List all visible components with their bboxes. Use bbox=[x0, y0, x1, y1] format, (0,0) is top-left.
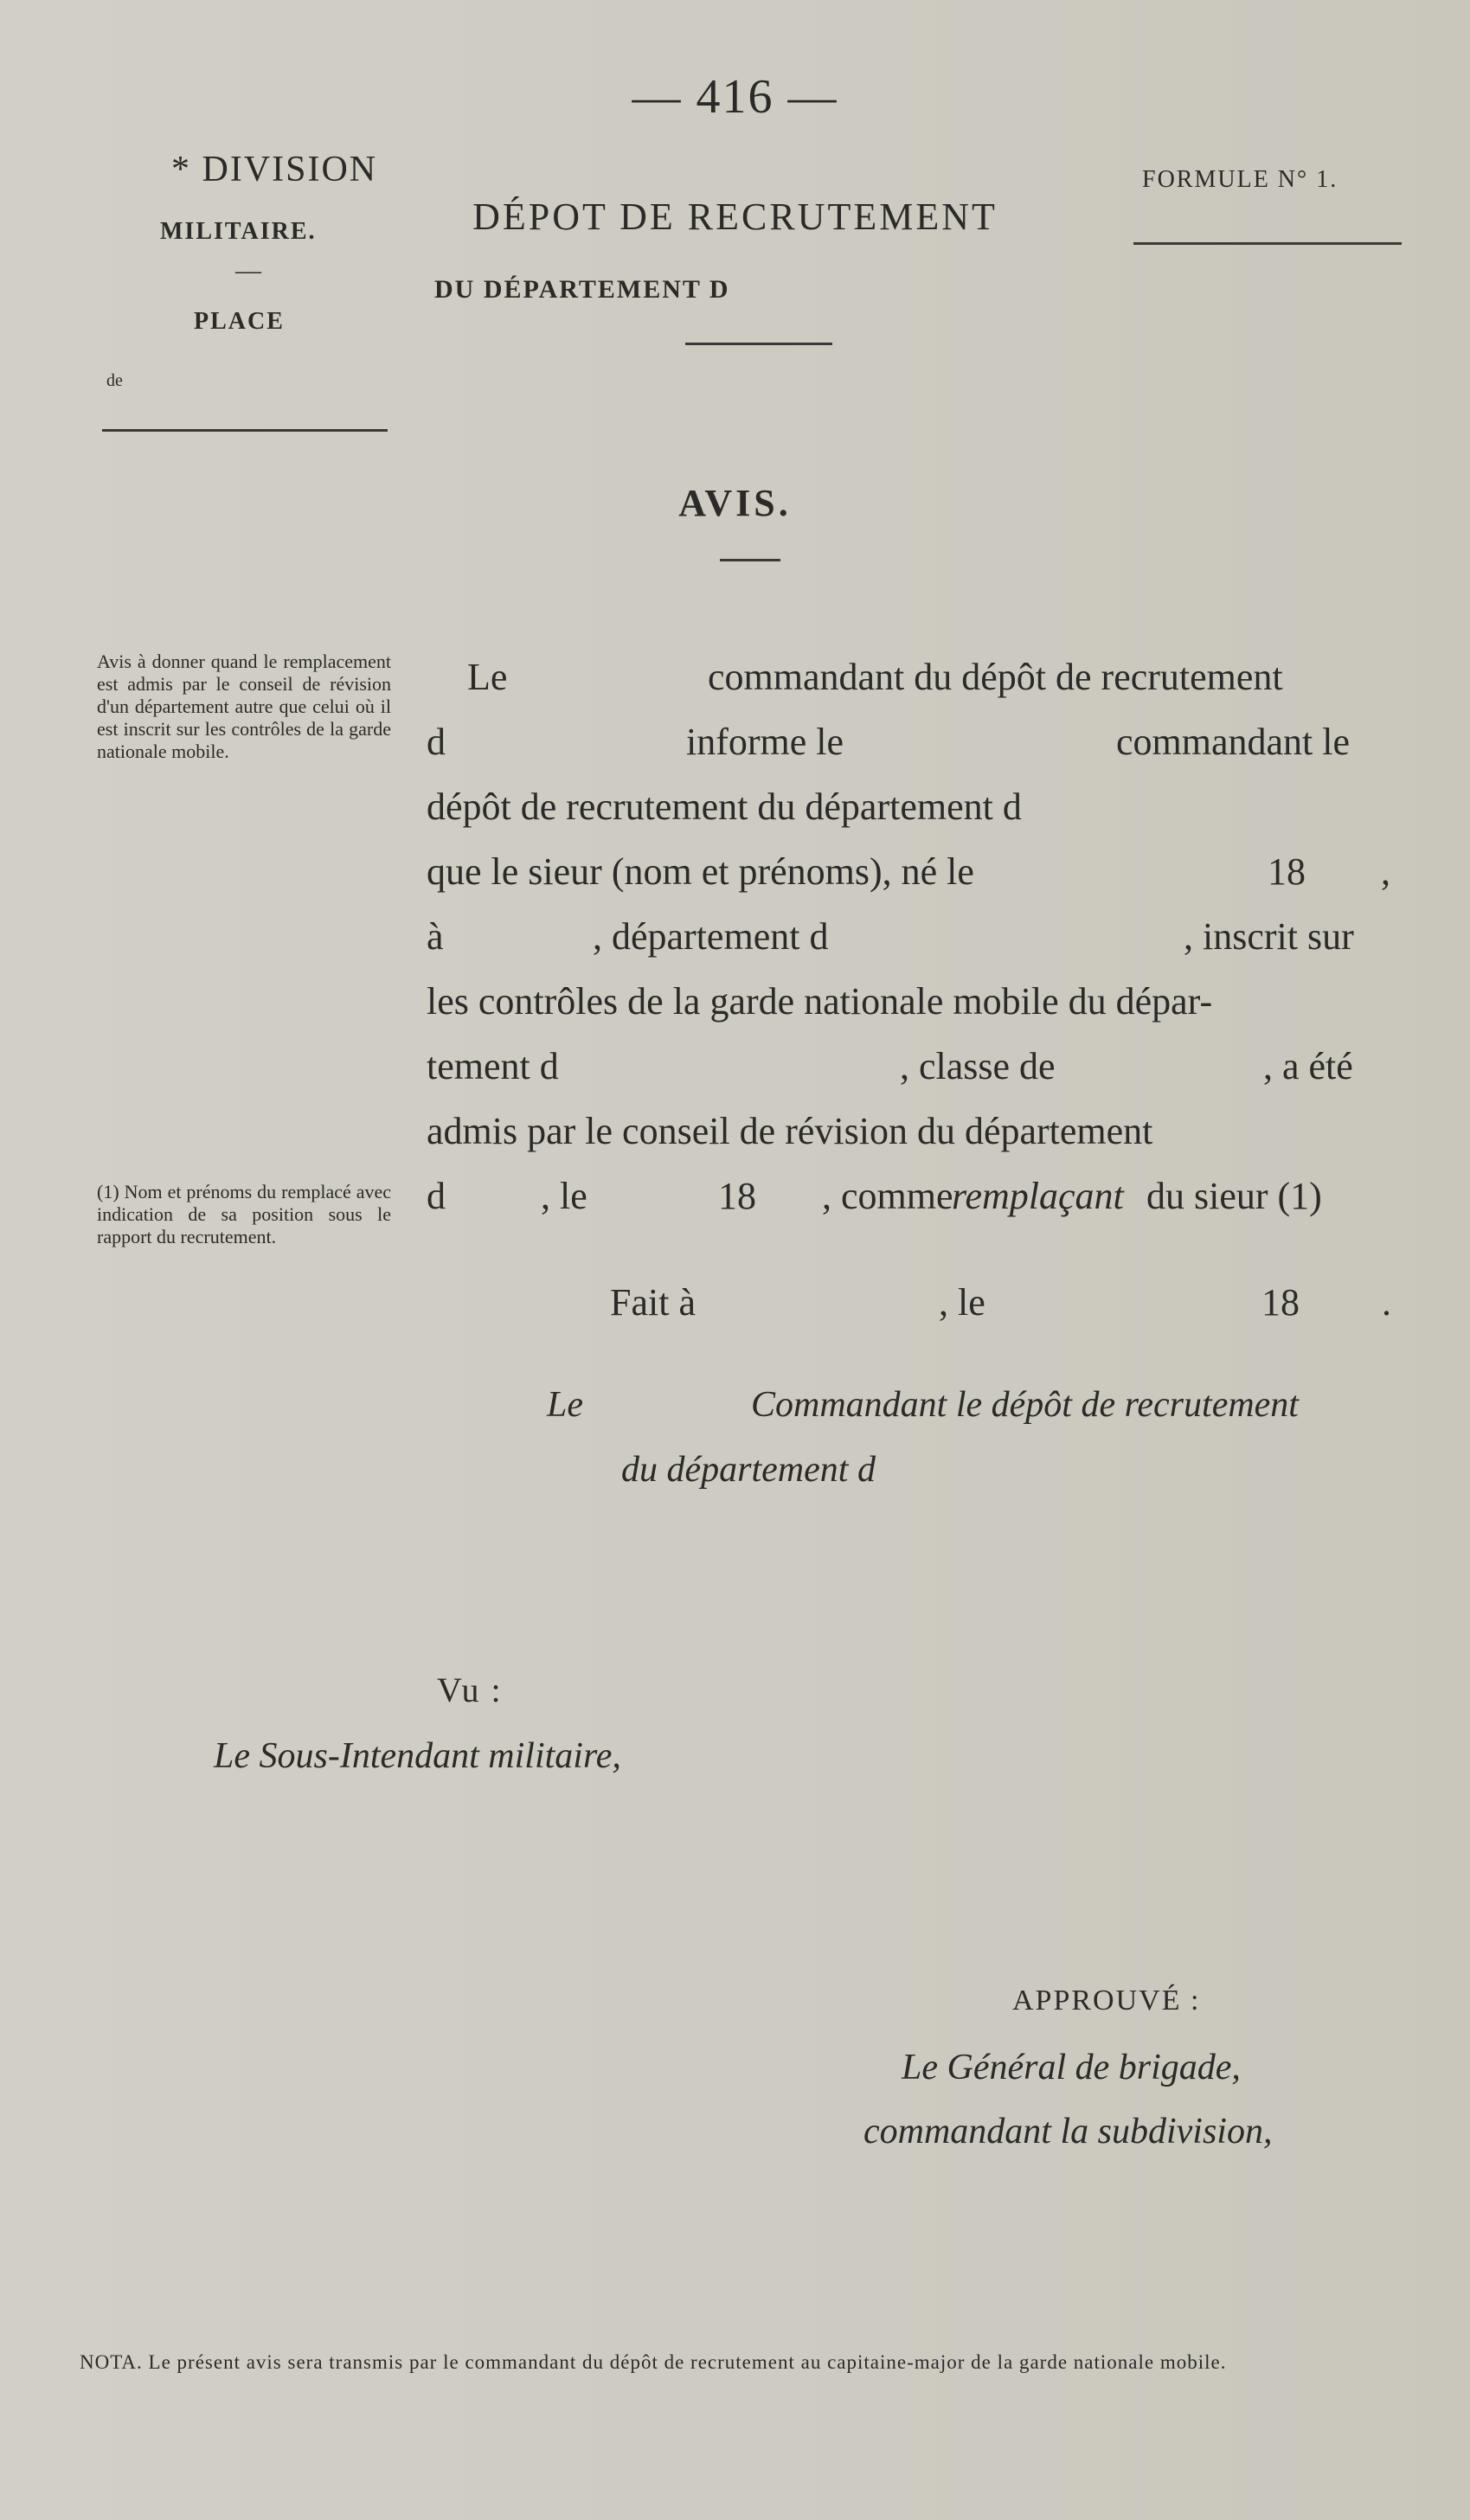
de-label: de bbox=[106, 371, 123, 390]
body-line-9a: d bbox=[427, 1175, 446, 1217]
fait-a-label: Fait à bbox=[610, 1281, 696, 1324]
signature-commandant: Commandant le dépôt de recrutement bbox=[751, 1385, 1299, 1425]
place-label: PLACE bbox=[194, 308, 285, 335]
militaire-label: MILITAIRE. bbox=[160, 218, 317, 245]
fait-le-label: , le bbox=[939, 1281, 985, 1324]
body-line-3: dépôt de recrutement du département d bbox=[427, 785, 1022, 828]
general-label: Le Général de brigade, bbox=[902, 2048, 1241, 2087]
header-dash: — bbox=[235, 256, 261, 285]
body-line-9b: , le bbox=[541, 1175, 587, 1217]
body-line-2b: informe le bbox=[686, 721, 844, 763]
body-line-4b: 18 bbox=[1268, 850, 1306, 893]
body-line-9e: remplaçant bbox=[952, 1175, 1124, 1217]
avis-heading: AVIS. bbox=[678, 482, 792, 524]
formule-label: FORMULE N° 1. bbox=[1142, 166, 1338, 193]
fait-18-label: 18 bbox=[1261, 1281, 1300, 1324]
body-line-6: les contrôles de la garde nationale mobile du dépar- bbox=[427, 980, 1213, 1023]
body-line-9d: , comme bbox=[822, 1175, 953, 1217]
formule-rule bbox=[1133, 242, 1402, 245]
body-line-4c: , bbox=[1381, 850, 1390, 893]
body-line-9c: 18 bbox=[718, 1175, 756, 1217]
margin-note-1: Avis à donner quand le remplacement est admis par le conseil de révision d'un département autre que celui où il est inscrit sur les contrôles de la garde nationale mobile. bbox=[97, 651, 391, 762]
nota-footnote: NOTA. Le présent avis sera transmis par le commandant du dépôt de recrutement au capitaine-major de la garde nationale mobile. bbox=[80, 2351, 1227, 2373]
commandant-subdivision-label: commandant la subdivision, bbox=[863, 2112, 1273, 2151]
signature-le: Le bbox=[547, 1385, 583, 1425]
document-subtitle: DU DÉPARTEMENT D bbox=[434, 275, 730, 304]
body-line-5c: , inscrit sur bbox=[1184, 915, 1354, 958]
body-line-9f: du sieur (1) bbox=[1146, 1175, 1322, 1217]
body-line-7a: tement d bbox=[427, 1045, 559, 1087]
division-label: * DIVISION bbox=[171, 150, 378, 189]
left-header-rule bbox=[102, 429, 388, 432]
body-line-1b: commandant du dépôt de recrutement bbox=[708, 656, 1283, 698]
body-line-8: admis par le conseil de révision du département bbox=[427, 1110, 1153, 1152]
body-line-4a: que le sieur (nom et prénoms), né le bbox=[427, 850, 974, 893]
avis-rule bbox=[720, 559, 780, 561]
page-number: — 416 — bbox=[632, 70, 838, 124]
body-line-7b: , classe de bbox=[900, 1045, 1056, 1087]
body-line-5a: à bbox=[427, 915, 444, 958]
body-line-5b: , département d bbox=[593, 915, 829, 958]
body-line-7c: , a été bbox=[1263, 1045, 1353, 1087]
fait-dot: . bbox=[1382, 1281, 1391, 1324]
title-rule bbox=[685, 343, 832, 345]
signature-department: du département d bbox=[621, 1450, 876, 1490]
body-line-2a: d bbox=[427, 721, 446, 763]
body-line-1a: Le bbox=[467, 656, 508, 698]
sous-intendant-label: Le Sous-Intendant militaire, bbox=[214, 1736, 621, 1776]
approuve-label: APPROUVÉ : bbox=[1012, 1985, 1201, 2017]
document-title: DÉPOT DE RECRUTEMENT bbox=[472, 196, 998, 238]
margin-note-2: (1) Nom et prénoms du remplacé avec indication de sa position sous le rapport du recrutement. bbox=[97, 1181, 391, 1247]
body-line-2c: commandant le bbox=[1116, 721, 1351, 763]
vu-label: Vu : bbox=[437, 1670, 503, 1709]
